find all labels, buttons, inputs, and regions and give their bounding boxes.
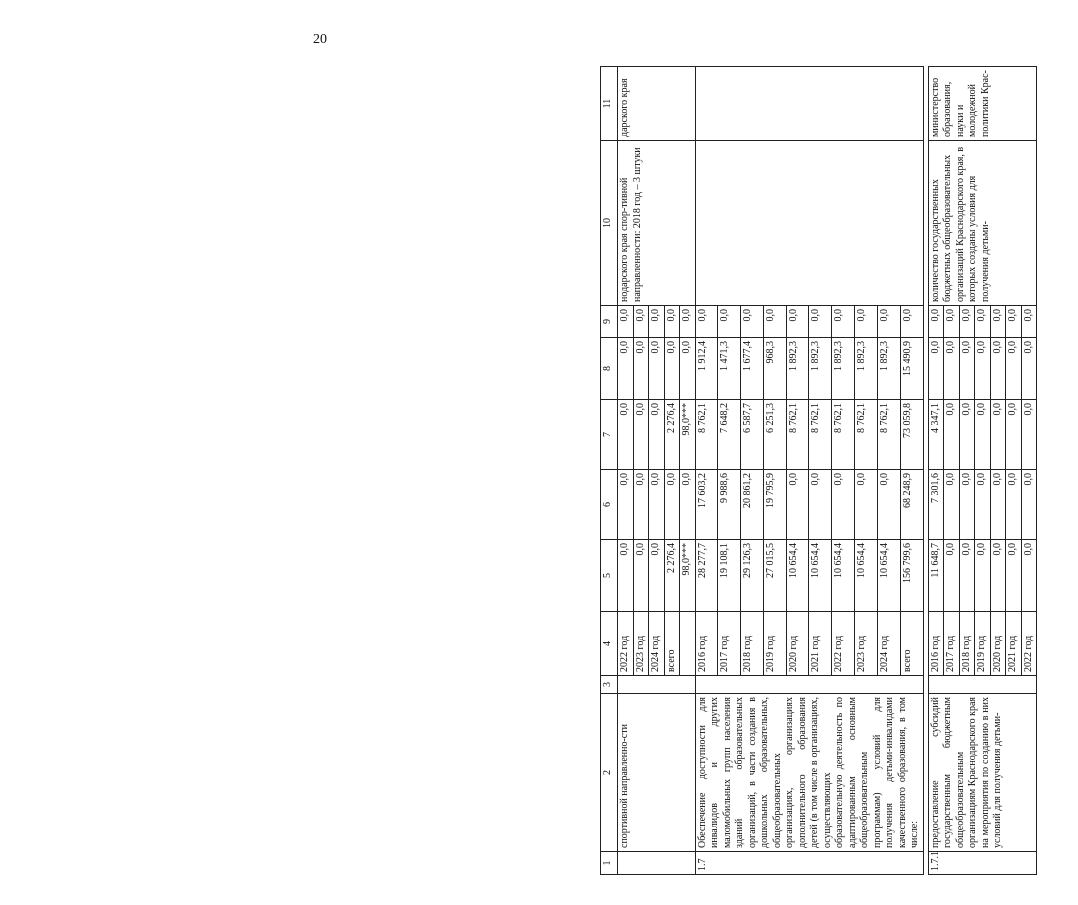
value-cell: 0,0 — [944, 470, 960, 540]
value-cell: 0,0 — [786, 306, 809, 338]
value-cell: 0,0 — [944, 540, 960, 612]
value-cell: 7 301,6 — [928, 470, 944, 540]
year-cell: всего — [664, 612, 680, 676]
indicator-cell — [695, 141, 923, 306]
year-cell: 2016 год — [695, 612, 718, 676]
value-cell: 0,0 — [900, 306, 923, 338]
year-cell: 2021 год — [809, 612, 832, 676]
value-cell: 8 762,1 — [877, 400, 900, 470]
year-cell: 2022 год — [618, 612, 634, 676]
item-description-cell: Обеспечение доступности для инвалидов и других маломобильных групп населения зданий образовательных организаций, в части создания в дошкольных образовательных, общеобразовательных организациях, организациях дополнительного образования детей (в том числе в организациях, осуществляющих образовательную деятельность по адаптированным основным общеобразовательным программам) условий для получения детьми-инвалидами качественного образования, в том числе: — [695, 694, 923, 852]
value-cell: 6 251,3 — [763, 400, 786, 470]
value-cell: 8 762,1 — [809, 400, 832, 470]
value-cell: 1 471,3 — [718, 338, 741, 400]
value-cell: 0,0 — [975, 540, 991, 612]
value-cell: 10 654,4 — [855, 540, 878, 612]
item-number-cell — [618, 852, 696, 875]
column-3-cell — [928, 676, 1037, 694]
value-cell: 0,0 — [633, 400, 649, 470]
item-number-cell: 1.7 — [695, 852, 923, 875]
value-cell: 0,0 — [1006, 306, 1022, 338]
year-cell: 2024 год — [877, 612, 900, 676]
value-cell: 0,0 — [649, 338, 665, 400]
value-cell: 968,3 — [763, 338, 786, 400]
column-header: 9 — [601, 306, 618, 338]
value-cell: 0,0 — [944, 306, 960, 338]
executor-cell — [695, 67, 923, 141]
value-cell: 0,0 — [959, 400, 975, 470]
column-header: 10 — [601, 141, 618, 306]
value-cell: 2 276,4 — [664, 400, 680, 470]
value-cell: 0,0 — [1021, 470, 1037, 540]
value-cell: 0,0 — [618, 400, 634, 470]
value-cell: 1 892,3 — [832, 338, 855, 400]
value-cell: 10 654,4 — [809, 540, 832, 612]
value-cell: 0,0 — [877, 470, 900, 540]
value-cell: 0,0 — [959, 306, 975, 338]
value-cell: 1 892,3 — [786, 338, 809, 400]
value-cell: 98,0*** — [680, 540, 696, 612]
value-cell: 0,0 — [975, 306, 991, 338]
value-cell: 0,0 — [649, 400, 665, 470]
value-cell: 6 587,7 — [741, 400, 764, 470]
value-cell: 98,0*** — [680, 400, 696, 470]
value-cell: 0,0 — [809, 306, 832, 338]
year-cell: 2023 год — [633, 612, 649, 676]
value-cell: 17 603,2 — [695, 470, 718, 540]
value-cell: 2 276,4 — [664, 540, 680, 612]
year-cell: 2020 год — [990, 612, 1006, 676]
year-cell: 2024 год — [649, 612, 665, 676]
value-cell: 9 988,6 — [718, 470, 741, 540]
value-cell: 8 762,1 — [786, 400, 809, 470]
year-cell: 2020 год — [786, 612, 809, 676]
value-cell: 0,0 — [990, 306, 1006, 338]
value-cell: 0,0 — [990, 540, 1006, 612]
value-cell: 0,0 — [633, 338, 649, 400]
indicator-cell: нодарского края спор-тивной направленности: 2018 год – 3 штуки — [618, 141, 696, 306]
value-cell: 0,0 — [664, 338, 680, 400]
value-cell: 0,0 — [1006, 540, 1022, 612]
column-header: 5 — [601, 540, 618, 612]
value-cell: 0,0 — [1006, 470, 1022, 540]
value-cell: 0,0 — [633, 540, 649, 612]
value-cell: 0,0 — [633, 306, 649, 338]
column-header: 7 — [601, 400, 618, 470]
value-cell: 0,0 — [633, 470, 649, 540]
year-cell: 2018 год — [959, 612, 975, 676]
value-cell: 0,0 — [928, 306, 944, 338]
value-cell: 8 762,1 — [855, 400, 878, 470]
value-cell: 0,0 — [944, 400, 960, 470]
year-cell: 2022 год — [832, 612, 855, 676]
value-cell: 1 912,4 — [695, 338, 718, 400]
column-header: 4 — [601, 612, 618, 676]
table-row — [695, 67, 718, 875]
year-cell: 2017 год — [718, 612, 741, 676]
value-cell: 0,0 — [877, 306, 900, 338]
value-cell: 0,0 — [618, 338, 634, 400]
value-cell: 0,0 — [680, 306, 696, 338]
value-cell: 19 795,9 — [763, 470, 786, 540]
value-cell: 0,0 — [855, 470, 878, 540]
value-cell: 1 892,3 — [855, 338, 878, 400]
indicator-cell: количество государственных бюджетных общеобразовательных организаций Краснодарского края, в которых созданы условия для получения детьми- — [928, 141, 1037, 306]
value-cell: 1 892,3 — [809, 338, 832, 400]
value-cell: 0,0 — [1006, 338, 1022, 400]
value-cell: 0,0 — [680, 470, 696, 540]
value-cell: 0,0 — [695, 306, 718, 338]
value-cell: 0,0 — [1021, 338, 1037, 400]
item-number-cell: 1.7.1 — [928, 852, 1037, 875]
value-cell: 7 648,2 — [718, 400, 741, 470]
value-cell: 28 277,7 — [695, 540, 718, 612]
value-cell: 0,0 — [832, 470, 855, 540]
executor-cell: министерство образования, науки и молодежной политики Крас- — [928, 67, 1037, 141]
column-header: 1 — [601, 852, 618, 875]
value-cell: 0,0 — [959, 470, 975, 540]
value-cell: 156 799,6 — [900, 540, 923, 612]
value-cell: 0,0 — [618, 540, 634, 612]
value-cell: 0,0 — [649, 306, 665, 338]
item-description-cell: спортивной направленно-сти — [618, 694, 696, 852]
executor-cell: дарского края — [618, 67, 696, 141]
value-cell: 20 861,2 — [741, 470, 764, 540]
value-cell: 0,0 — [832, 306, 855, 338]
value-cell: 4 347,1 — [928, 400, 944, 470]
value-cell: 19 108,1 — [718, 540, 741, 612]
value-cell: 0,0 — [975, 338, 991, 400]
value-cell: 0,0 — [618, 306, 634, 338]
value-cell: 15 490,9 — [900, 338, 923, 400]
item-description-cell: предоставление субсидий государственным бюджетным общеобразовательным организациям Краснодарского края на мероприятия по созданию в них условий для получения детьми- — [928, 694, 1037, 852]
value-cell: 0,0 — [741, 306, 764, 338]
column-header: 11 — [601, 67, 618, 141]
year-cell: 2021 год — [1006, 612, 1022, 676]
value-cell: 0,0 — [809, 470, 832, 540]
value-cell: 0,0 — [990, 338, 1006, 400]
table-row — [928, 67, 944, 875]
value-cell: 0,0 — [763, 306, 786, 338]
value-cell: 0,0 — [680, 338, 696, 400]
value-cell: 0,0 — [718, 306, 741, 338]
value-cell: 0,0 — [975, 470, 991, 540]
value-cell: 0,0 — [649, 540, 665, 612]
year-cell: 2019 год — [763, 612, 786, 676]
column-header: 3 — [601, 676, 618, 694]
value-cell: 0,0 — [959, 338, 975, 400]
year-cell: 2017 год — [944, 612, 960, 676]
value-cell: 8 762,1 — [832, 400, 855, 470]
year-cell — [680, 612, 696, 676]
value-cell: 29 126,3 — [741, 540, 764, 612]
value-cell: 10 654,4 — [877, 540, 900, 612]
value-cell: 0,0 — [928, 338, 944, 400]
column-3-cell — [695, 676, 923, 694]
value-cell: 1 677,4 — [741, 338, 764, 400]
year-cell: 2023 год — [855, 612, 878, 676]
value-cell: 10 654,4 — [832, 540, 855, 612]
year-cell: всего — [900, 612, 923, 676]
year-cell: 2016 год — [928, 612, 944, 676]
value-cell: 68 248,9 — [900, 470, 923, 540]
value-cell: 0,0 — [786, 470, 809, 540]
column-3-cell — [618, 676, 696, 694]
year-cell: 2022 год — [1021, 612, 1037, 676]
page-number: 20 — [313, 32, 327, 47]
value-cell: 0,0 — [855, 306, 878, 338]
rotated-table-container — [600, 67, 1078, 875]
value-cell: 11 648,7 — [928, 540, 944, 612]
header-row — [601, 67, 618, 875]
column-header: 2 — [601, 694, 618, 852]
value-cell: 8 762,1 — [695, 400, 718, 470]
value-cell: 0,0 — [975, 400, 991, 470]
value-cell: 0,0 — [959, 540, 975, 612]
value-cell: 0,0 — [1021, 306, 1037, 338]
value-cell: 0,0 — [1006, 400, 1022, 470]
value-cell: 0,0 — [990, 400, 1006, 470]
value-cell: 0,0 — [664, 306, 680, 338]
value-cell: 0,0 — [649, 470, 665, 540]
value-cell: 0,0 — [944, 338, 960, 400]
value-cell: 0,0 — [1021, 540, 1037, 612]
value-cell: 1 892,3 — [877, 338, 900, 400]
value-cell: 0,0 — [990, 470, 1006, 540]
table-row — [618, 67, 634, 875]
year-cell: 2018 год — [741, 612, 764, 676]
value-cell: 10 654,4 — [786, 540, 809, 612]
value-cell: 0,0 — [618, 470, 634, 540]
value-cell: 73 059,8 — [900, 400, 923, 470]
value-cell: 0,0 — [664, 470, 680, 540]
year-cell: 2019 год — [975, 612, 991, 676]
value-cell: 0,0 — [1021, 400, 1037, 470]
value-cell: 27 015,5 — [763, 540, 786, 612]
program-table — [600, 66, 1037, 875]
column-header: 6 — [601, 470, 618, 540]
column-header: 8 — [601, 338, 618, 400]
